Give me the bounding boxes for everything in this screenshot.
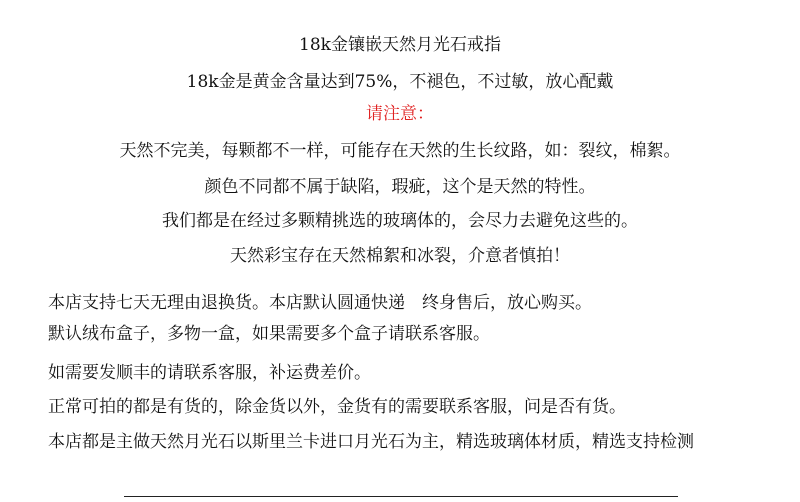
policy-line: 本店支持七天无理由退换货。本店默认圆通快递 终身售后，放心购买。	[48, 293, 592, 313]
policy-line: 默认绒布盒子，多物一盒，如果需要多个盒子请联系客服。	[48, 324, 490, 344]
policy-line: 本店都是主做天然月光石以斯里兰卡进口月光石为主，精选玻璃体材质，精选支持检测	[48, 432, 694, 452]
notice-line: 天然不完美，每颗都不一样，可能存在天然的生长纹路，如：裂纹，棉絮。	[119, 141, 681, 161]
notice-line: 颜色不同都不属于缺陷，瑕疵，这个是天然的特性。	[204, 177, 596, 197]
product-subtitle: 18k金是黄金含量达到75%，不褪色，不过敏，放心配戴	[186, 72, 614, 92]
product-title: 18k金镶嵌天然月光石戒指	[299, 35, 501, 55]
notice-line: 我们都是在经过多颗精挑选的玻璃体的，会尽力去避免这些的。	[162, 211, 638, 231]
notice-line: 天然彩宝存在天然棉絮和冰裂，介意者慎拍！	[230, 246, 570, 266]
notice-heading: 请注意：	[366, 104, 434, 124]
policy-line: 正常可拍的都是有货的，除金货以外，金货有的需要联系客服，问是否有货。	[48, 397, 626, 417]
divider	[124, 496, 678, 497]
policy-line: 如需要发顺丰的请联系客服，补运费差价。	[48, 363, 371, 383]
